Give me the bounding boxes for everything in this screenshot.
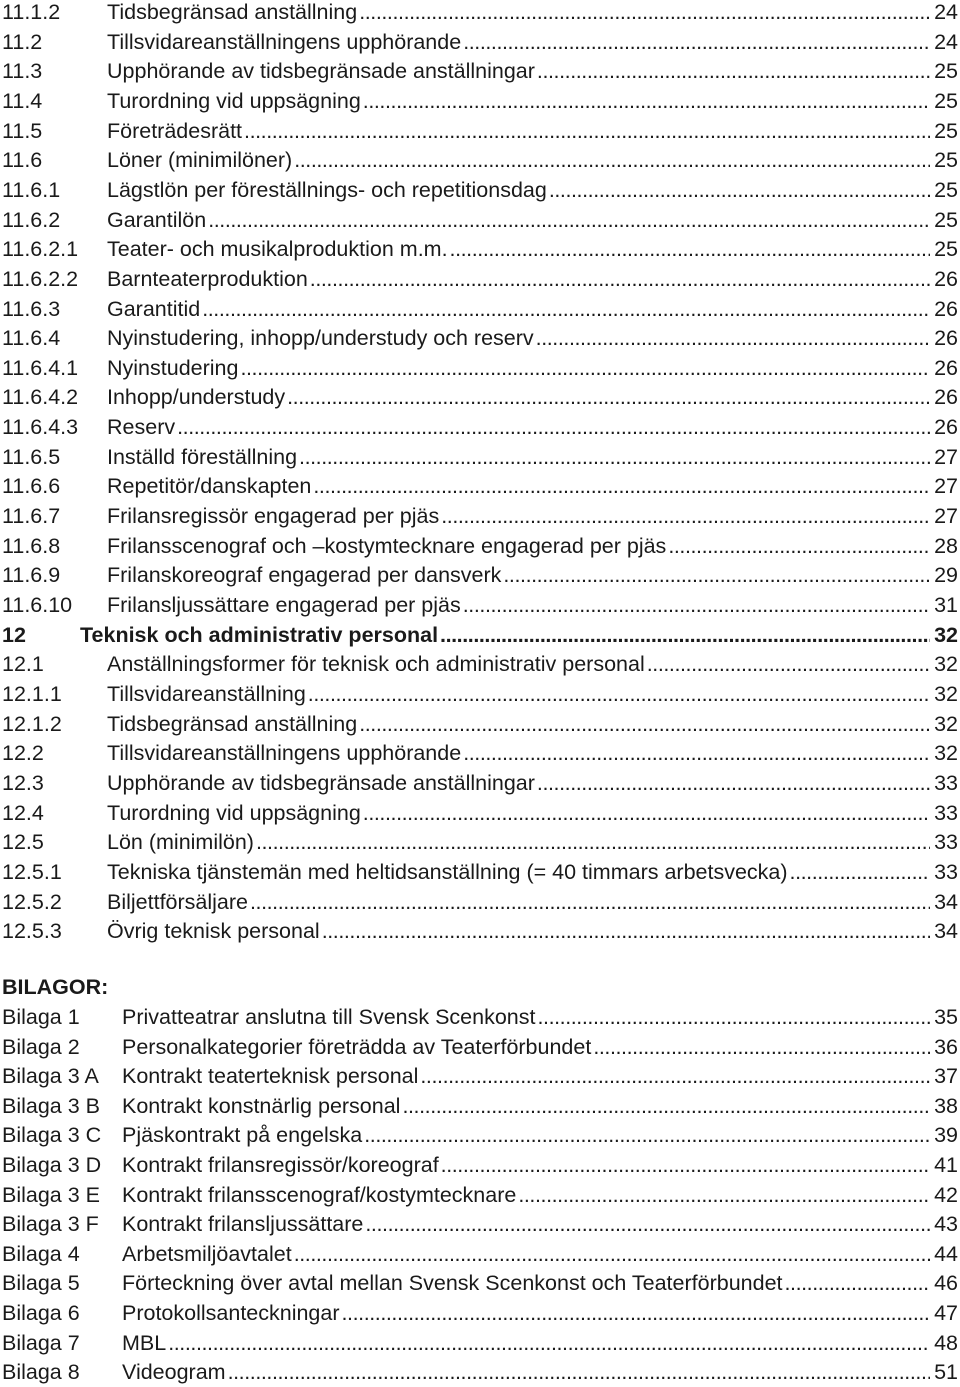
dot-leader (364, 1121, 930, 1150)
dot-leader (228, 1358, 930, 1387)
dot-leader (365, 1210, 930, 1239)
dot-leader (647, 650, 930, 679)
dot-leader (342, 1299, 931, 1328)
dot-leader (359, 710, 930, 739)
toc-page-number: 38 (934, 1093, 958, 1118)
toc-title: Nyinstudering, inhopp/understudy och reserv (107, 326, 534, 351)
toc-row (0, 917, 958, 946)
toc-row (0, 828, 958, 857)
toc-title: Upphörande av tidsbegränsade anställningar (107, 59, 535, 84)
toc-title: Upphörande av tidsbegränsade anställningar (107, 770, 535, 795)
toc-title: Företrädesrätt (107, 118, 243, 143)
toc-page-number: 34 (934, 889, 958, 914)
toc-title: MBL (122, 1330, 167, 1355)
toc-number: 11.3 (2, 59, 43, 84)
toc-page-number: 33 (934, 770, 958, 795)
toc-row (0, 532, 958, 561)
toc-page-number: 32 (934, 711, 958, 736)
toc-title: Frilansscenograf och –kostymtecknare engagerad per pjäs (107, 533, 667, 558)
toc-row (0, 324, 958, 353)
toc-number: Bilaga 7 (2, 1330, 80, 1355)
toc-number: Bilaga 1 (2, 1005, 80, 1029)
dot-leader (440, 621, 930, 650)
toc-row (0, 769, 958, 798)
dot-leader (250, 888, 930, 917)
toc-row (0, 235, 958, 264)
toc-number: 11.2 (2, 29, 43, 54)
toc-row (0, 295, 958, 324)
toc-row (0, 739, 958, 768)
toc-row (0, 206, 958, 235)
toc-number: 11.6.2.2 (2, 266, 79, 291)
toc-title: Tillsvidareanställningens upphörande (107, 741, 462, 766)
toc-title: Lägstlön per föreställnings- och repetitionsdag (107, 177, 547, 202)
toc-number: 11.6.6 (2, 474, 61, 499)
dot-leader (549, 176, 930, 205)
appendix-heading: BILAGOR: (2, 975, 109, 999)
toc-page-number: 25 (934, 177, 958, 202)
dot-leader (244, 117, 930, 146)
toc-title: Frilansljussättare engagerad per pjäs (107, 593, 461, 617)
toc-number: 11.6 (2, 148, 43, 173)
toc-number: Bilaga 3 C (2, 1123, 102, 1148)
dot-leader (536, 324, 930, 353)
dot-leader (441, 1151, 930, 1180)
toc-title: Garantilön (107, 207, 207, 232)
dot-leader (168, 1329, 930, 1358)
toc-row (0, 1269, 958, 1298)
toc-number: 12.1.2 (2, 711, 62, 736)
toc-title: Tidsbegränsad anställning (107, 711, 358, 736)
toc-page-number: 25 (934, 237, 958, 262)
toc-title: Inhopp/understudy (107, 385, 286, 410)
toc-row (0, 28, 958, 57)
dot-leader (463, 739, 930, 768)
toc-number: 11.1.2 (2, 0, 61, 24)
toc-page-number: 48 (934, 1330, 958, 1355)
toc-row (0, 621, 958, 650)
toc-title: Tidsbegränsad anställning (107, 0, 358, 24)
dot-leader (593, 1033, 930, 1062)
toc-title: Turordning vid uppsägning (107, 88, 361, 113)
toc-row (0, 413, 958, 442)
toc-row (0, 1358, 958, 1387)
dot-leader (208, 206, 930, 235)
toc-row (0, 858, 958, 887)
toc-page-number: 37 (934, 1064, 958, 1089)
toc-title: Kontrakt frilansscenograf/kostymtecknare (122, 1182, 517, 1207)
toc-page-number: 25 (934, 88, 958, 113)
toc-row (0, 710, 958, 739)
dot-leader (287, 383, 930, 412)
toc-title: Teknisk och administrativ personal (80, 622, 439, 647)
toc-page-number: 26 (934, 296, 958, 321)
toc-number: 11.6.10 (2, 593, 73, 617)
toc-title: Kontrakt frilansregissör/koreograf (122, 1153, 439, 1177)
toc-page-number: 32 (934, 652, 958, 677)
toc-row (0, 117, 958, 146)
dot-leader (518, 1181, 930, 1210)
toc-page-number: 33 (934, 830, 958, 855)
toc-number: Bilaga 8 (2, 1360, 80, 1385)
toc-row (0, 176, 958, 205)
toc-page-number: 32 (934, 681, 958, 706)
toc-page-number: 33 (934, 800, 958, 825)
toc-row (0, 1299, 958, 1328)
dot-leader (294, 146, 930, 175)
dot-leader (420, 1062, 930, 1091)
toc-number: Bilaga 2 (2, 1034, 80, 1059)
toc-page-number: 26 (934, 415, 958, 440)
toc-number: 11.6.4.3 (2, 415, 79, 440)
toc-number: 12.5.2 (2, 889, 62, 914)
toc-title: Garantitid (107, 296, 201, 321)
toc-title: Anställningsformer för teknisk och administrativ personal (107, 652, 645, 677)
dot-leader (322, 917, 930, 946)
toc-row (0, 265, 958, 294)
toc-number: 12.5 (2, 830, 44, 855)
toc-row (0, 1121, 958, 1150)
toc-title: Inställd föreställning (107, 444, 298, 469)
toc-page-number: 47 (934, 1301, 958, 1325)
toc-title: Tillsvidareanställning (107, 681, 306, 706)
dot-leader (363, 799, 930, 828)
toc-page-number: 29 (934, 563, 958, 588)
dot-leader (299, 443, 930, 472)
dot-leader (240, 354, 930, 383)
toc-title: Förteckning över avtal mellan Svensk Scenkonst och Teaterförbundet (122, 1271, 783, 1296)
toc-row (0, 1210, 958, 1239)
toc-title: Nyinstudering (107, 355, 239, 380)
dot-leader (308, 680, 930, 709)
toc-page-number: 32 (934, 741, 958, 766)
toc-page-number: 28 (934, 533, 958, 558)
toc-number: Bilaga 3 D (2, 1153, 102, 1177)
dot-leader (503, 561, 930, 590)
toc-title: Arbetsmiljöavtalet (122, 1241, 292, 1266)
toc-title: Kontrakt frilansljussättare (122, 1212, 364, 1237)
dot-leader (310, 265, 930, 294)
toc-title: Tillsvidareanställningens upphörande (107, 29, 462, 54)
toc-title: Personalkategorier företrädda av Teaterförbundet (122, 1034, 592, 1059)
toc-row (0, 1181, 958, 1210)
toc-title: Teater- och musikalproduktion m.m. (107, 237, 448, 262)
toc-number: 12.2 (2, 741, 44, 766)
dot-leader (450, 235, 931, 264)
toc-number: Bilaga 5 (2, 1271, 80, 1296)
toc-row (0, 1033, 958, 1062)
toc-page-number: 43 (934, 1212, 958, 1237)
dot-leader (177, 413, 930, 442)
dot-leader (785, 1269, 931, 1298)
toc-row (0, 354, 958, 383)
toc-row (0, 1151, 958, 1180)
toc-row (0, 888, 958, 917)
toc-page-number: 39 (934, 1123, 958, 1148)
toc-title: Tekniska tjänstemän med heltidsanställning (= 40 timmars arbetsvecka) (107, 859, 788, 884)
toc-number: 12.1.1 (2, 681, 62, 706)
toc-row (0, 1003, 958, 1032)
toc-page-number: 26 (934, 385, 958, 410)
dot-leader (202, 295, 930, 324)
toc-number: 11.6.2.1 (2, 237, 79, 262)
toc-number: 11.6.4.1 (2, 355, 79, 380)
dot-leader (359, 0, 930, 27)
toc-number: Bilaga 4 (2, 1241, 80, 1266)
toc-page-number: 41 (934, 1153, 958, 1177)
toc-row (0, 1329, 958, 1358)
toc-page-number: 36 (934, 1034, 958, 1059)
toc-number: 11.6.4.2 (2, 385, 79, 410)
toc-row (0, 87, 958, 116)
toc-page-number: 46 (934, 1271, 958, 1296)
toc-title: Privatteatrar anslutna till Svensk Scenkonst (122, 1005, 536, 1029)
toc-title: Protokollsanteckningar (122, 1301, 340, 1325)
toc-page-number: 25 (934, 148, 958, 173)
toc-title: Pjäskontrakt på engelska (122, 1123, 363, 1148)
toc-number: 12 (2, 622, 26, 647)
toc-row (0, 502, 958, 531)
toc-page-number: 32 (934, 622, 958, 647)
toc-title: Löner (minimilöner) (107, 148, 293, 173)
toc-number: 11.6.5 (2, 444, 61, 469)
toc-number: 12.5.3 (2, 919, 62, 944)
toc-number: 12.1 (2, 652, 44, 677)
toc-row (0, 383, 958, 412)
toc-number: 11.4 (2, 88, 43, 113)
dot-leader (363, 87, 930, 116)
toc-title: Övrig teknisk personal (107, 919, 320, 944)
dot-leader (790, 858, 931, 887)
dot-leader (537, 57, 930, 86)
toc-page-number: 26 (934, 266, 958, 291)
toc-page-number: 25 (934, 59, 958, 84)
toc-title: Videogram (122, 1360, 226, 1385)
toc-number: Bilaga 3 F (2, 1212, 99, 1237)
toc-title: Biljettförsäljare (107, 889, 248, 914)
toc-number: 11.6.7 (2, 504, 61, 529)
toc-row (0, 443, 958, 472)
toc-title: Barnteaterproduktion (107, 266, 308, 291)
toc-title: Frilanskoreograf engagerad per dansverk (107, 563, 502, 588)
toc-title: Repetitör/danskapten (107, 474, 312, 499)
toc-page-number: 24 (934, 0, 958, 24)
toc-number: Bilaga 3 B (2, 1093, 101, 1118)
toc-page-number: 27 (934, 474, 958, 499)
toc-page-number: 33 (934, 859, 958, 884)
dot-leader (537, 769, 930, 798)
toc-title: Turordning vid uppsägning (107, 800, 361, 825)
toc-title: Kontrakt konstnärlig personal (122, 1093, 401, 1118)
toc-row (0, 1240, 958, 1269)
dot-leader (256, 828, 930, 857)
toc-title: Kontrakt teaterteknisk personal (122, 1064, 419, 1089)
toc-row (0, 146, 958, 175)
toc-number: 12.5.1 (2, 859, 62, 884)
toc-page-number: 27 (934, 504, 958, 529)
toc-row (0, 799, 958, 828)
toc-number: 11.6.8 (2, 533, 61, 558)
dot-leader (463, 591, 930, 620)
toc-page-number: 25 (934, 118, 958, 143)
toc-row (0, 1092, 958, 1121)
toc-page-number: 35 (934, 1005, 958, 1029)
toc-number: 12.3 (2, 770, 44, 795)
toc-number: 11.6.3 (2, 296, 61, 321)
toc-title: Frilansregissör engagerad per pjäs (107, 504, 440, 529)
dot-leader (313, 472, 930, 501)
toc-title: Lön (minimilön) (107, 830, 254, 855)
toc-page-number: 31 (934, 593, 958, 617)
toc-page-number: 34 (934, 919, 958, 944)
toc-number: Bilaga 6 (2, 1301, 80, 1325)
toc-number: Bilaga 3 A (2, 1064, 99, 1089)
toc-page-number: 44 (934, 1241, 958, 1266)
toc-row (0, 561, 958, 590)
toc-page-number: 26 (934, 326, 958, 351)
dot-leader (537, 1003, 930, 1032)
toc-row (0, 472, 958, 501)
toc-page-number: 42 (934, 1182, 958, 1207)
dot-leader (463, 28, 930, 57)
toc-row (0, 0, 958, 27)
toc-row (0, 57, 958, 86)
dot-leader (441, 502, 930, 531)
dot-leader (402, 1092, 930, 1121)
dot-leader (294, 1240, 930, 1269)
dot-leader (668, 532, 930, 561)
toc-number: 11.6.9 (2, 563, 61, 588)
toc-number: 11.6.1 (2, 177, 61, 202)
toc-number: 11.6.4 (2, 326, 61, 351)
toc-page-number: 27 (934, 444, 958, 469)
toc-row (0, 591, 958, 620)
toc-title: Reserv (107, 415, 176, 440)
toc-page-number: 26 (934, 355, 958, 380)
toc-page-number: 24 (934, 29, 958, 54)
toc-row (0, 1062, 958, 1091)
toc-page-number: 25 (934, 207, 958, 232)
toc-row (0, 680, 958, 709)
toc-number: Bilaga 3 E (2, 1182, 101, 1207)
toc-page-number: 51 (934, 1360, 958, 1385)
toc-number: 11.6.2 (2, 207, 61, 232)
toc-number: 12.4 (2, 800, 44, 825)
toc-number: 11.5 (2, 118, 43, 143)
toc-row (0, 650, 958, 679)
